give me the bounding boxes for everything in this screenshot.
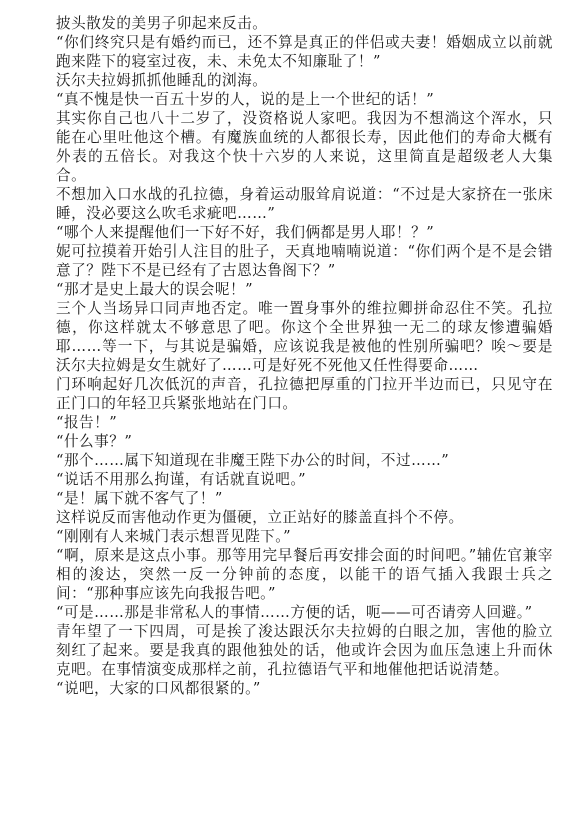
paragraph: “说话不用那么拘谨，有话就直说吧。”: [56, 471, 307, 488]
paragraph: 这样说反而害他动作更为僵硬，立正站好的膝盖直抖个不停。: [56, 509, 464, 526]
paragraph: 不想加入口水战的孔拉德，身着运动服耸肩说道：“不过是大家挤在一张床睡，没必要这么吹毛求疵吧……”: [56, 186, 553, 222]
paragraph: 披头散发的美男子卯起来反击。: [56, 15, 268, 32]
paragraph: 其实你自己也八十二岁了，没资格说人家吧。我因为不想淌这个浑水，只能在心里吐他这个槽。有魔族血统的人都很长寿，因此他们的寿命大概有外表的五倍长。对我这个快十六岁的人来说，这里简直是超级老人大集合。: [56, 110, 553, 184]
paragraph: 妮可拉摸着开始引人注目的肚子，天真地喃喃说道：“你们两个是不是会错意了？陛下不是已经有了古恩达鲁阁下？”: [56, 243, 553, 279]
paragraph: “你们终究只是有婚约而已，还不算是真正的伴侣或夫妻！婚姻成立以前就跑来陛下的寝室过夜，未、未免太不知廉耻了！”: [56, 34, 553, 70]
paragraph: “什么事？”: [56, 433, 133, 450]
paragraph: 青年望了一下四周，可是挨了浚达跟沃尔夫拉姆的白眼之加，害他的脸立刻红了起来。要是我真的跟他独处的话，他或许会因为血压急速上升而休克吧。在事情演变成那样之前，孔拉德语气平和地催他把话说清楚。: [56, 623, 553, 678]
paragraph: 沃尔夫拉姆抓抓他睡乱的浏海。: [56, 72, 268, 89]
paragraph: “啊，原来是这点小事。那等用完早餐后再安排会面的时间吧。”辅佐官兼宰相的浚达，突然一反一分钟前的态度，以能干的语气插入我跟士兵之间：“那种事应该先向我报告吧。”: [56, 547, 553, 602]
paragraph: 门环响起好几次低沉的声音，孔拉德把厚重的门拉开半边而已，只见守在正门口的年轻卫兵紧张地站在门口。: [56, 376, 553, 412]
paragraph: “真不愧是快一百五十岁的人，说的是上一个世纪的话！”: [56, 91, 435, 108]
paragraph: 三个人当场异口同声地否定。唯一置身事外的维拉卿拼命忍住不笑。孔拉德，你这样就太不够意思了吧。你这个全世界独一无二的球友惨遭骗婚耶……等一下，与其说是骗婚，应该说我是被他的性别所骗吧？唉～要是沃尔夫拉姆是女生就好了……可是好死不死他又任性得要命……: [56, 300, 553, 374]
paragraph: “说吧，大家的口风都很紧的。”: [56, 680, 261, 697]
paragraph: “那才是史上最大的误会呢！”: [56, 281, 254, 298]
paragraph: “可是……那是非常私人的事情……方便的话，呃——可否请旁人回避。”: [56, 604, 533, 621]
document-page: [56, 14, 553, 698]
paragraph: “是！属下就不客气了！”: [56, 490, 223, 507]
paragraph: “那个……属下知道现在非魔王陛下办公的时间，不过……”: [56, 452, 450, 469]
paragraph: “刚刚有人来城门表示想晋见陛下。”: [56, 528, 292, 545]
paragraph: “报告！”: [56, 414, 118, 431]
paragraph: “哪个人来提醒他们一下好不好，我们俩都是男人耶！？”: [56, 224, 435, 241]
